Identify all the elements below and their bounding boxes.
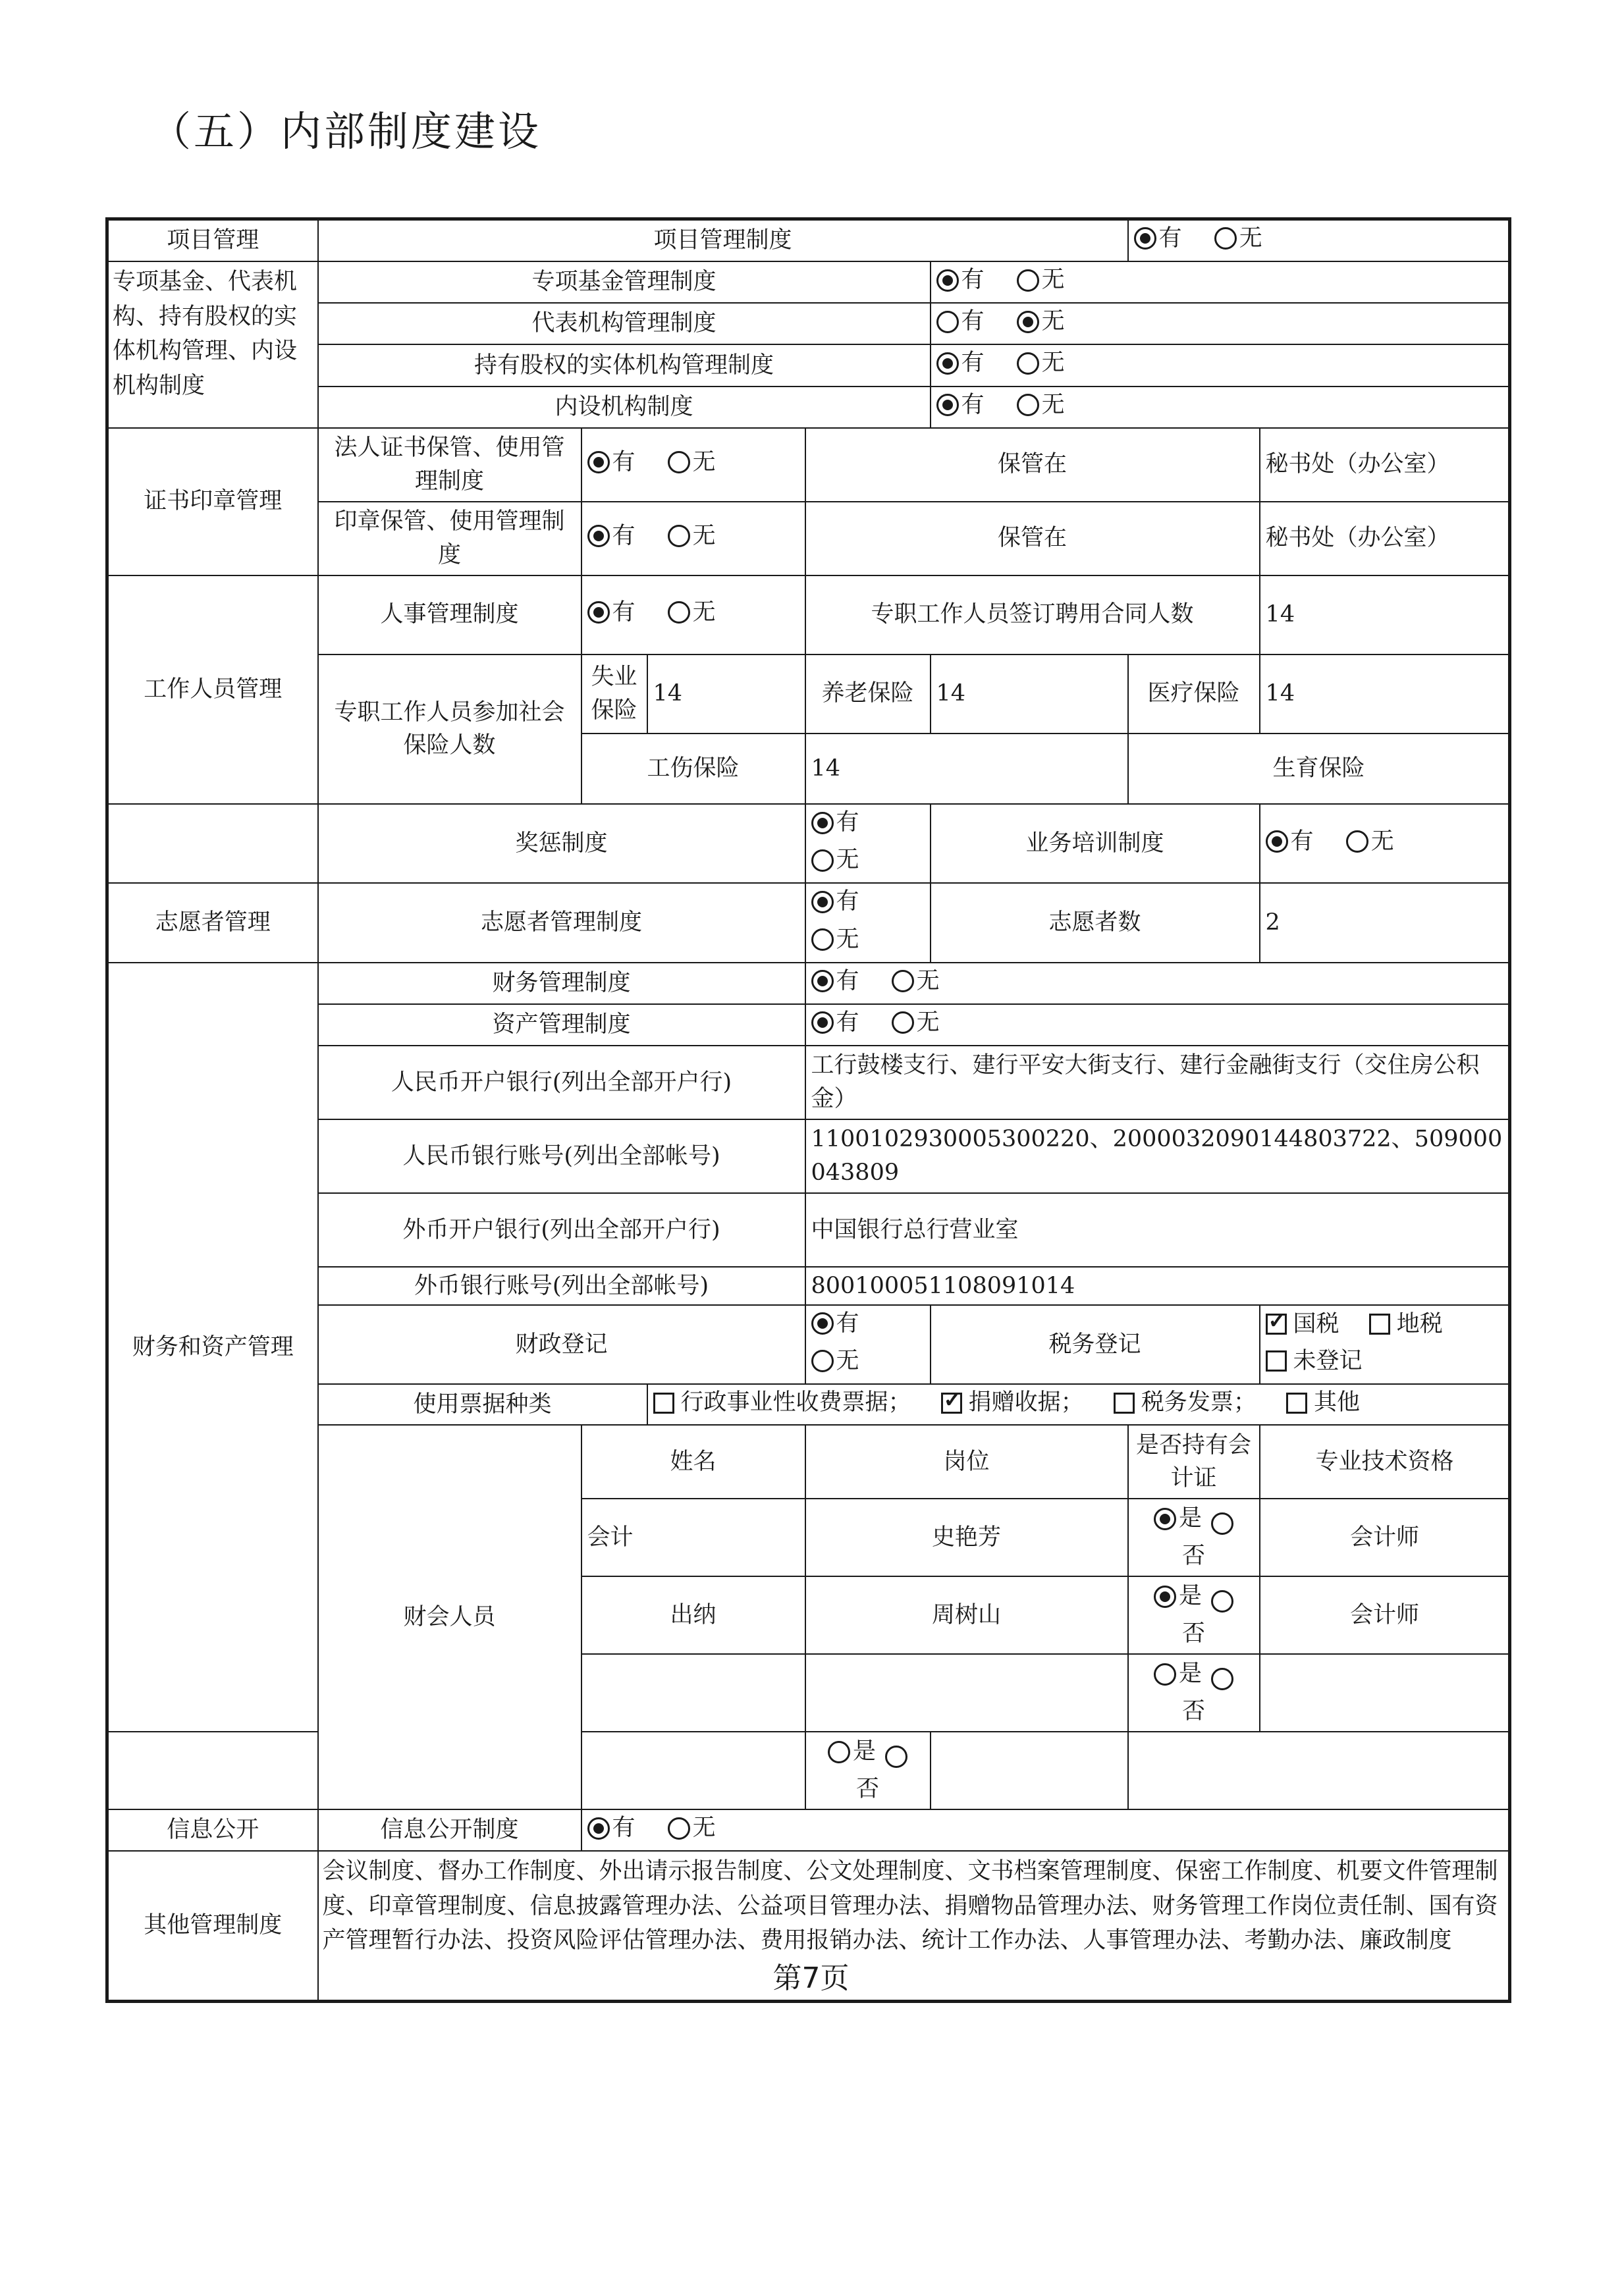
yes-no-radio-group[interactable]: 有 无 (805, 963, 1510, 1004)
radio-no[interactable] (1017, 269, 1039, 292)
radio-yes-selected[interactable] (811, 970, 834, 992)
row-label: 外币开户银行(列出全部开户行) (318, 1193, 805, 1267)
row-label: 持有股权的实体机构管理制度 (318, 344, 931, 386)
finance-row (107, 963, 1510, 1004)
checkbox-unregistered[interactable] (1266, 1350, 1287, 1372)
category-finance: 财务和资产管理 (107, 963, 318, 1732)
yes-no-radio-group[interactable]: 有 无 (581, 502, 805, 575)
radio-yes-selected[interactable] (811, 891, 834, 913)
finance-row (107, 1384, 1510, 1425)
yes-no-radio-group[interactable]: 有 无 (931, 344, 1510, 386)
radio-yes-selected[interactable] (1134, 227, 1156, 250)
radio-yes-selected[interactable] (587, 525, 610, 547)
radio-shi[interactable] (828, 1741, 850, 1763)
radio-no-selected[interactable] (1017, 311, 1039, 333)
radio-no[interactable] (668, 601, 690, 624)
cert-radio-group[interactable]: 是 否 (1128, 1499, 1260, 1576)
finance-row (107, 1193, 1510, 1267)
radio-yes-selected[interactable] (811, 1312, 834, 1335)
section-heading: （五）内部制度建设 (150, 107, 542, 155)
category-seal: 证书印章管理 (107, 428, 318, 575)
special-row (107, 303, 1510, 344)
radio-fou[interactable] (1211, 1512, 1233, 1535)
radio-no[interactable] (1017, 352, 1039, 375)
row-label: 人民币开户银行(列出全部开户行) (318, 1046, 805, 1119)
special-row (107, 387, 1510, 428)
special-row (107, 344, 1510, 386)
category-empty (107, 804, 318, 883)
insurance-label: 专职工作人员参加社会保险人数 (318, 654, 581, 805)
cert-radio-group[interactable]: 是 否 (805, 1732, 931, 1809)
radio-no[interactable] (811, 1350, 834, 1372)
radio-fou[interactable] (885, 1746, 907, 1768)
yes-no-radio-group[interactable]: 有 无 (581, 1809, 1510, 1851)
special-row (107, 261, 1510, 303)
yes-no-radio-group[interactable]: 有 无 (581, 575, 805, 654)
radio-no[interactable] (1017, 394, 1039, 416)
fx-account-value: 800100051108091014 (805, 1267, 1510, 1305)
radio-fou[interactable] (1211, 1590, 1233, 1613)
injury-value: 14 (805, 734, 1128, 805)
staff-post: 周树山 (805, 1576, 1128, 1654)
radio-yes-selected[interactable] (936, 269, 959, 292)
contract-count: 14 (1260, 575, 1510, 654)
internal-system-form (105, 217, 1511, 2003)
radio-shi-selected[interactable] (1154, 1586, 1176, 1608)
table-row (107, 1732, 1510, 1809)
finance-staff-label: 财会人员 (318, 1425, 581, 1809)
checkbox-other[interactable] (1286, 1393, 1307, 1414)
radio-no[interactable] (892, 970, 914, 992)
row-label: 使用票据种类 (318, 1384, 647, 1425)
row-label: 财务管理制度 (318, 963, 805, 1004)
staff-post (805, 1654, 1128, 1732)
checkbox-tax-invoice[interactable] (1114, 1393, 1135, 1414)
radio-yes-selected[interactable] (936, 394, 959, 416)
staff-title (1260, 1654, 1510, 1732)
radio-yes-selected[interactable] (936, 352, 959, 375)
page-number: 第7页 (772, 1962, 850, 1995)
pension-label: 养老保险 (805, 654, 931, 734)
category-project: 项目管理 (107, 219, 318, 262)
radio-no[interactable] (892, 1011, 914, 1034)
radio-yes-selected[interactable] (1266, 830, 1288, 853)
radio-shi-selected[interactable] (1154, 1508, 1176, 1530)
contract-label: 专职工作人员签订聘用合同人数 (805, 575, 1260, 654)
staff-name: 出纳 (581, 1576, 805, 1654)
finance-row (107, 1267, 1510, 1305)
staff-title: 会计师 (1260, 1576, 1510, 1654)
radio-no[interactable] (668, 525, 690, 547)
row-label: 法人证书保管、使用管理制度 (318, 428, 581, 502)
yes-no-radio-group[interactable]: 有 无 (931, 261, 1510, 303)
cert-radio-group[interactable]: 是 否 (1128, 1576, 1260, 1654)
radio-no[interactable] (1346, 830, 1368, 853)
column-header: 专业技术资格 (1260, 1425, 1510, 1499)
checkbox-admin-fee-receipt[interactable] (653, 1393, 674, 1414)
row-label: 信息公开制度 (318, 1809, 581, 1851)
kept-location: 秘书处（办公室） (1260, 428, 1510, 502)
staff-row (107, 575, 1510, 654)
tax-checkbox-group[interactable]: ✓ 国税 地税 未登记 (1260, 1305, 1510, 1384)
finance-row (107, 1004, 1510, 1046)
row-label: 税务登记 (931, 1305, 1260, 1384)
radio-no[interactable] (668, 451, 690, 473)
yes-no-radio-group[interactable]: 有 无 (1260, 804, 1510, 883)
checkbox-dishui[interactable] (1369, 1314, 1390, 1335)
injury-label: 工伤保险 (581, 734, 805, 805)
rmb-bank-value: 工行鼓楼支行、建行平安大街支行、建行金融街支行（交住房公积金） (805, 1046, 1510, 1119)
radio-yes-selected[interactable] (587, 1817, 610, 1840)
row-label: 专项基金管理制度 (318, 261, 931, 303)
finance-row (107, 1046, 1510, 1119)
row-label: 人事管理制度 (318, 575, 581, 654)
radio-yes-selected[interactable] (811, 1011, 834, 1034)
radio-yes-selected[interactable] (587, 601, 610, 624)
radio-yes[interactable] (936, 311, 959, 333)
staff-name (107, 1732, 581, 1809)
row-label: 外币银行账号(列出全部帐号) (318, 1267, 805, 1305)
staff-post (581, 1732, 805, 1809)
volunteer-count-label: 志愿者数 (931, 883, 1260, 962)
finance-row (107, 1305, 1510, 1384)
category-volunteer: 志愿者管理 (107, 883, 318, 962)
radio-shi[interactable] (1154, 1663, 1176, 1686)
yes-no-radio-group[interactable]: 有 无 (931, 387, 1510, 428)
kept-label: 保管在 (805, 428, 1260, 502)
yes-no-radio-group[interactable]: 有 无 (581, 428, 805, 502)
info-row (107, 1809, 1510, 1851)
yes-no-radio-group[interactable]: 有 无 (805, 883, 931, 962)
row-label: 志愿者管理制度 (318, 883, 805, 962)
row-label: 资产管理制度 (318, 1004, 805, 1046)
category-other: 其他管理制度 (107, 1851, 318, 2001)
column-header: 姓名 (581, 1425, 805, 1499)
row-label: 印章保管、使用管理制度 (318, 502, 581, 575)
cert-radio-group[interactable]: 是 否 (1128, 1654, 1260, 1732)
finance-staff-header (107, 1425, 1510, 1499)
radio-yes-selected[interactable] (811, 812, 834, 834)
fx-bank-value: 中国银行总行营业室 (805, 1193, 1510, 1267)
unemployment-value: 14 (647, 654, 805, 734)
seal-row (107, 428, 1510, 502)
pension-value: 14 (931, 654, 1128, 734)
volunteer-count: 2 (1260, 883, 1510, 962)
category-staff: 工作人员管理 (107, 575, 318, 805)
radio-yes-selected[interactable] (587, 451, 610, 473)
row-label: 人民币银行账号(列出全部帐号) (318, 1119, 805, 1193)
yes-no-radio-group[interactable]: 有 无 (1128, 219, 1510, 262)
staff-title: 会计师 (1260, 1499, 1510, 1576)
medical-label: 医疗保险 (1128, 654, 1260, 734)
rmb-account-value: 1100102930005300220、2000032090144803722、509000043809 (805, 1119, 1510, 1193)
finance-row (107, 1119, 1510, 1193)
volunteer-row (107, 883, 1510, 962)
medical-value: 14 (1260, 654, 1510, 734)
row-label: 代表机构管理制度 (318, 303, 931, 344)
unemployment-label: 失业保险 (581, 654, 647, 734)
staff-row (107, 654, 1510, 734)
staff-title (931, 1732, 1128, 1809)
yes-no-radio-group[interactable]: 有 无 (805, 1004, 1510, 1046)
row-label: 业务培训制度 (931, 804, 1260, 883)
staff-row (107, 804, 1510, 883)
staff-name: 会计 (581, 1499, 805, 1576)
receipt-checkbox-group[interactable]: 行政事业性收费票据； ✓ 捐赠收据； 税务发票； 其他 (647, 1384, 1510, 1425)
checkbox-donation-receipt-checked[interactable] (941, 1393, 962, 1414)
kept-label: 保管在 (805, 502, 1260, 575)
row-label: 内设机构制度 (318, 387, 931, 428)
radio-no[interactable] (668, 1817, 690, 1840)
row-label: 财政登记 (318, 1305, 805, 1384)
radio-no[interactable] (811, 849, 834, 872)
category-special: 专项基金、代表机构、持有股权的实体机构管理、内设机构制度 (107, 261, 318, 428)
yes-no-radio-group[interactable]: 有 无 (805, 1305, 931, 1384)
category-info: 信息公开 (107, 1809, 318, 1851)
column-header: 是否持有会计证 (1128, 1425, 1260, 1499)
other-policies-text: 会议制度、督办工作制度、外出请示报告制度、公文处理制度、文书档案管理制度、保密工作制度、机要文件管理制度、印章管理制度、信息披露管理办法、公益项目管理办法、捐赠物品管理办法、财务管理工作岗位责任制、国有资产管理暂行办法、投资风险评估管理办法、费用报销办法、统计工作办法、人事管理办法、考勤办法、廉政制度 (318, 1851, 1510, 2001)
radio-no[interactable] (1214, 227, 1237, 250)
radio-no[interactable] (811, 928, 834, 951)
staff-name (581, 1654, 805, 1732)
checkbox-guoshui-checked[interactable] (1266, 1314, 1287, 1335)
yes-no-radio-group[interactable]: 有 无 (805, 804, 931, 883)
row-label: 项目管理制度 (318, 219, 1128, 262)
maternity-label: 生育保险 (1128, 734, 1510, 805)
project-row (107, 219, 1510, 262)
kept-location: 秘书处（办公室） (1260, 502, 1510, 575)
seal-row (107, 502, 1510, 575)
column-header: 岗位 (805, 1425, 1128, 1499)
staff-post: 史艳芳 (805, 1499, 1128, 1576)
radio-fou[interactable] (1211, 1668, 1233, 1690)
yes-no-radio-group[interactable]: 有 无 (931, 303, 1510, 344)
row-label: 奖惩制度 (318, 804, 805, 883)
